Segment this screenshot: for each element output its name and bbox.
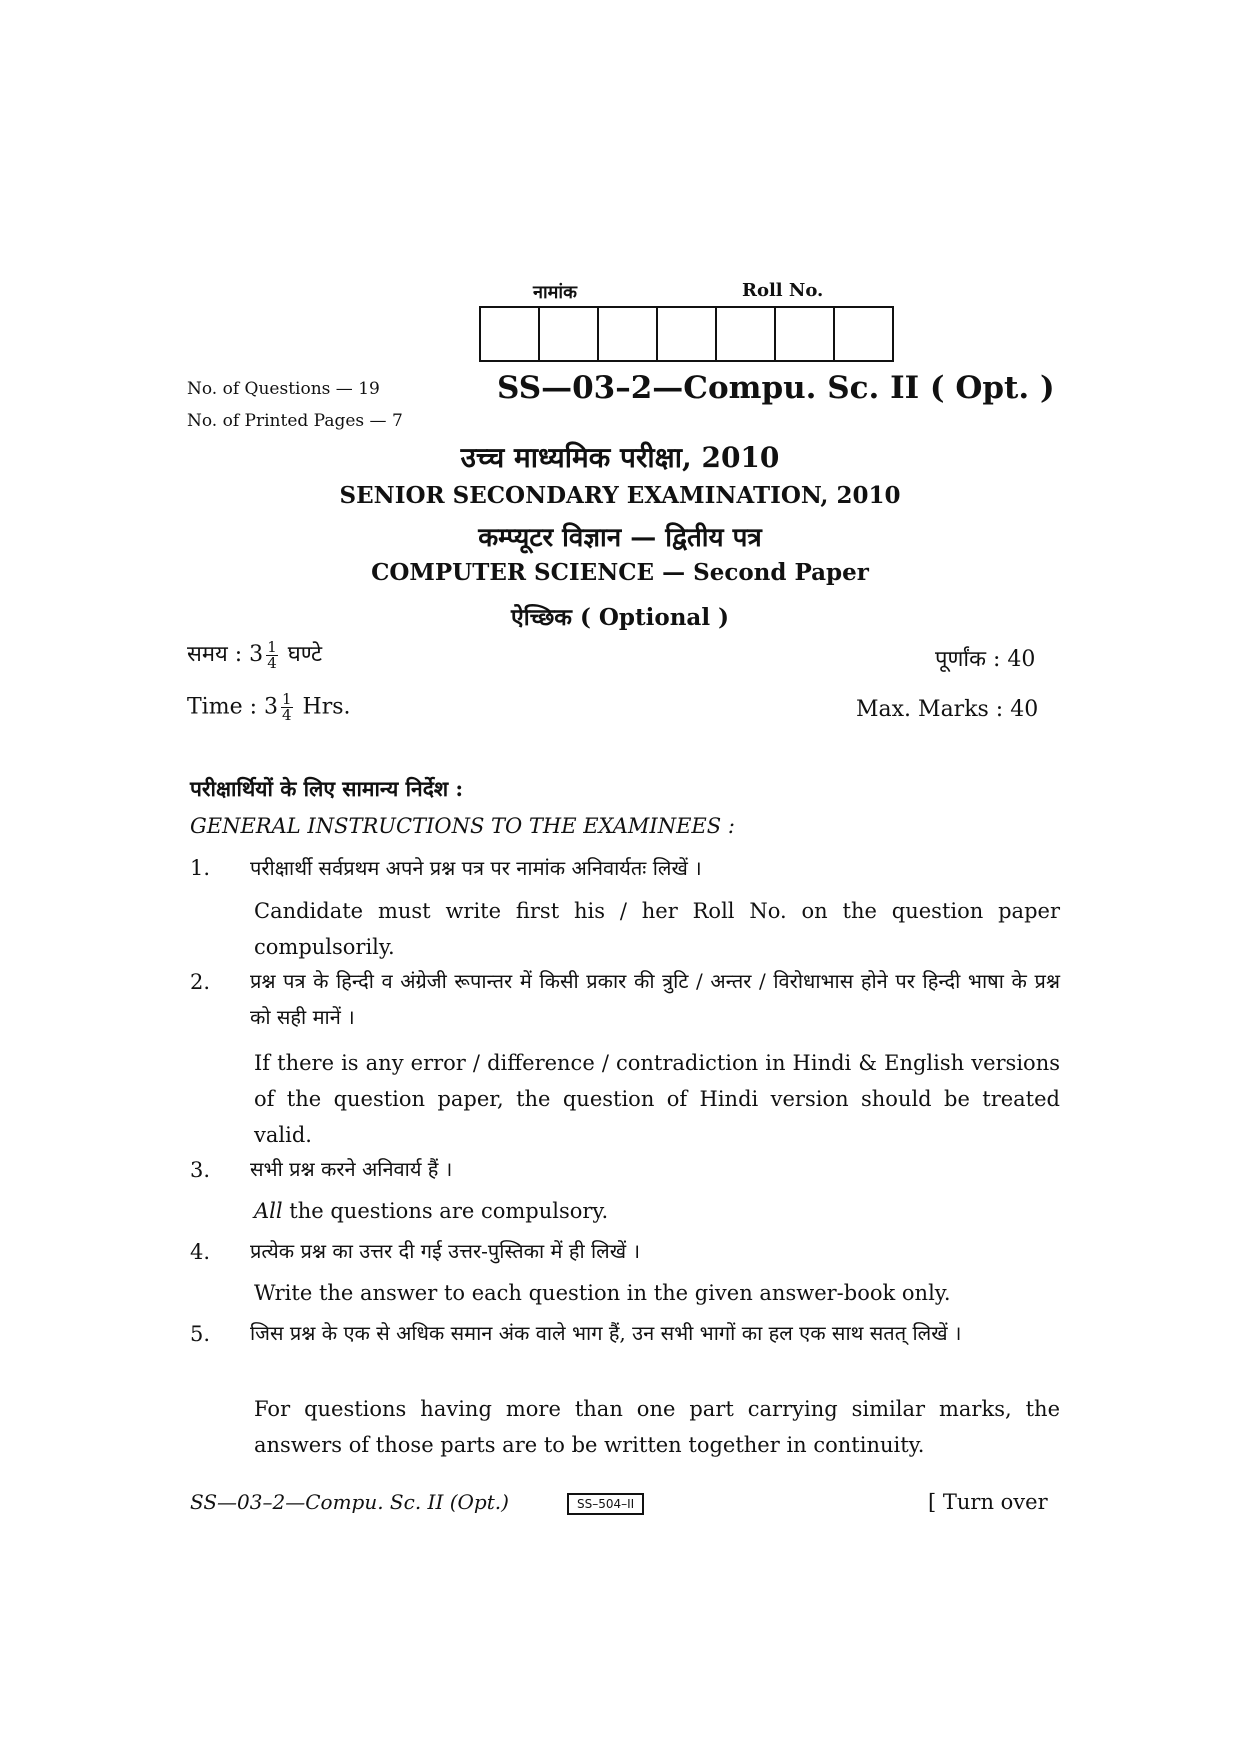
instruction-hindi: जिस प्रश्न के एक से अधिक समान अंक वाले भाग हैं, उन सभी भागों का हल एक साथ सतत् लिखें ।	[250, 1321, 962, 1345]
subject-title-hindi: कम्प्यूटर विज्ञान — द्वितीय पत्र	[478, 523, 762, 553]
optional-english: ( Optional )	[579, 604, 729, 631]
instruction-number: 5.	[190, 1322, 211, 1346]
time-english	[187, 692, 351, 723]
instruction-english-emphasis: All	[254, 1199, 283, 1223]
exam-title-hindi: उच्च माध्यमिक परीक्षा, 2010	[460, 441, 780, 474]
instruction-hindi: सभी प्रश्न करने अनिवार्य हैं ।	[250, 1157, 453, 1181]
subject-title-english: COMPUTER SCIENCE — Second Paper	[371, 559, 869, 586]
roll-box	[833, 306, 894, 362]
instruction-english-rest: the questions are compulsory.	[282, 1199, 609, 1223]
instruction-english: Write the answer to each question in the given answer-book only.	[254, 1281, 951, 1305]
time-hindi-unit: घण्टे	[287, 642, 323, 667]
fraction	[281, 692, 293, 723]
instruction-hindi: प्रश्न पत्र के हिन्दी व अंग्रेजी रूपान्तर में किसी प्रकार की त्रुटि / अन्तर / विरोधाभास होने पर हिन्दी भाषा के प्रश्न को सही मानें ।	[250, 969, 1060, 1029]
printed-pages: No. of Printed Pages — 7	[187, 411, 403, 431]
fraction-numerator: 1	[267, 637, 277, 656]
time-hindi-value: समय : 3	[187, 642, 264, 667]
roll-box	[479, 306, 540, 362]
instruction-english: For questions having more than one part carrying similar marks, the answers of those parts are to be written together in continuity.	[254, 1397, 1060, 1457]
exam-title-english: SENIOR SECONDARY EXAMINATION, 2010	[339, 482, 901, 509]
time-hindi	[187, 638, 322, 671]
fraction-denominator: 4	[282, 706, 292, 724]
instruction-hindi: प्रत्येक प्रश्न का उत्तर दी गई उत्तर-पुस्तिका में ही लिखें ।	[250, 1239, 641, 1263]
footer-paper-code: SS—03–2—Compu. Sc. II (Opt.)	[190, 1490, 509, 1514]
marks-hindi: पूर्णांक : 40	[935, 647, 1036, 672]
instruction-number: 1.	[190, 856, 211, 880]
instruction-number: 4.	[190, 1240, 211, 1264]
optional-label	[0, 600, 1240, 632]
time-english-unit: Hrs.	[302, 694, 351, 720]
instruction-number: 2.	[190, 970, 211, 994]
instruction-english: Candidate must write first his / her Roll No. on the question paper compulsorily.	[254, 899, 1060, 959]
optional-hindi: ऐच्छिक	[511, 604, 572, 631]
roll-box	[538, 306, 599, 362]
instruction-english: If there is any error / difference / contradiction in Hindi & English versions of the question paper, the question of Hindi version should be treated valid.	[254, 1051, 1060, 1147]
instructions-heading-hindi: परीक्षार्थियों के लिए सामान्य निर्देश :	[190, 776, 464, 801]
instruction-hindi: परीक्षार्थी सर्वप्रथम अपने प्रश्न पत्र पर नामांक अनिवार्यतः लिखें ।	[250, 856, 702, 880]
time-english-value: Time : 3	[187, 694, 278, 720]
roll-label-english: Roll No.	[742, 280, 824, 301]
questions-count: No. of Questions — 19	[187, 379, 380, 399]
roll-number-boxes	[481, 306, 894, 362]
fraction	[266, 637, 278, 672]
instruction-english	[254, 1193, 1060, 1229]
roll-box	[656, 306, 717, 362]
roll-box	[774, 306, 835, 362]
roll-box	[715, 306, 776, 362]
roll-box	[597, 306, 658, 362]
fraction-denominator: 4	[267, 653, 277, 672]
paper-code: SS—03–2—Compu. Sc. II ( Opt. )	[497, 370, 1055, 406]
fraction-numerator: 1	[282, 690, 292, 708]
instruction-number: 3.	[190, 1158, 211, 1182]
instructions-heading-english: GENERAL INSTRUCTIONS TO THE EXAMINEES :	[190, 814, 735, 838]
marks-english: Max. Marks : 40	[856, 697, 1039, 722]
roll-label-hindi: नामांक	[533, 282, 577, 303]
turn-over-label: [ Turn over	[928, 1490, 1048, 1514]
footer-badge: SS–504–II	[567, 1493, 644, 1515]
